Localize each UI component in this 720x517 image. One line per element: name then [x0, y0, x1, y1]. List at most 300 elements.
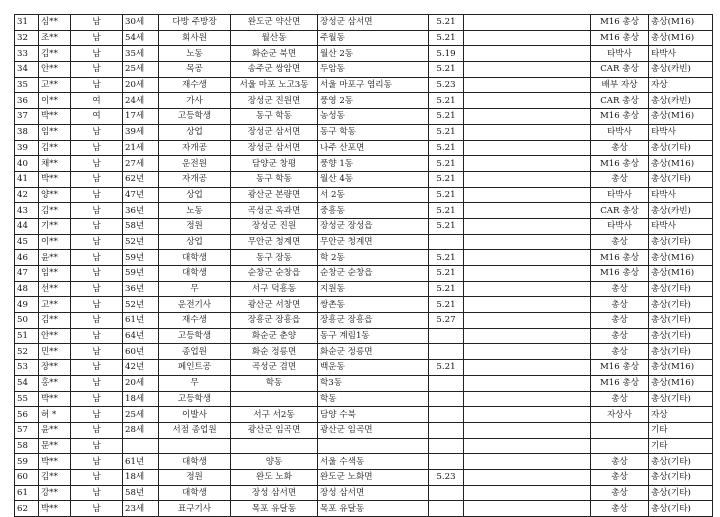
- cell-name: 박**: [39, 501, 71, 517]
- cell-sex: 남: [71, 234, 123, 250]
- cell-job: 서점 종업원: [159, 422, 231, 438]
- table-row: [15, 171, 713, 187]
- cell-place: 농성동: [318, 109, 429, 125]
- cell-sex: 남: [71, 124, 123, 140]
- cell-cause: M16 총상: [591, 30, 649, 46]
- cell-job: 운전기사: [159, 297, 231, 313]
- cell-cause: M16 총상: [591, 156, 649, 172]
- cell-date: [429, 234, 464, 250]
- cell-place: 주월동: [318, 30, 429, 46]
- table-row: [15, 407, 713, 423]
- cell-date: 5.21: [429, 93, 464, 109]
- cell-place: 쌍촌동: [318, 297, 429, 313]
- cell-sex: 남: [71, 454, 123, 470]
- cell-blank: [464, 438, 591, 454]
- cell-sex: 남: [71, 501, 123, 517]
- cell-job: 대학생: [159, 250, 231, 266]
- table-row: [15, 501, 713, 517]
- cell-job: 대학생: [159, 454, 231, 470]
- cell-cause: 총상: [591, 140, 649, 156]
- cell-no: 34: [15, 62, 39, 78]
- cell-blank: [464, 140, 591, 156]
- cell-age: 25세: [123, 407, 159, 423]
- cell-date: 5.21: [429, 281, 464, 297]
- cell-address: 목포 유달동: [231, 501, 318, 517]
- cell-class: 총상(M16): [649, 360, 713, 376]
- cell-blank: [464, 422, 591, 438]
- cell-no: 38: [15, 124, 39, 140]
- cell-blank: [464, 46, 591, 62]
- cell-name: 기**: [39, 218, 71, 234]
- cell-class: 총상(기타): [649, 140, 713, 156]
- cell-age: 64년: [123, 328, 159, 344]
- cell-address: 곡성군 겸면: [231, 360, 318, 376]
- cell-no: 39: [15, 140, 39, 156]
- cell-address: 장흥군 장흥읍: [231, 313, 318, 329]
- cell-place: 지원동: [318, 281, 429, 297]
- cell-address: 동구 학동: [231, 109, 318, 125]
- cell-place: 장성군 삼서면: [318, 15, 429, 31]
- cell-sex: 남: [71, 187, 123, 203]
- cell-class: 총상(M16): [649, 30, 713, 46]
- cell-date: 5.21: [429, 250, 464, 266]
- table-row: [15, 438, 713, 454]
- cell-name: 강**: [39, 485, 71, 501]
- cell-job: 종업원: [159, 344, 231, 360]
- cell-no: 55: [15, 391, 39, 407]
- cell-class: 총상(기타): [649, 171, 713, 187]
- cell-date: 5.21: [429, 140, 464, 156]
- cell-date: 5.21: [429, 266, 464, 282]
- cell-address: [231, 438, 318, 454]
- cell-sex: 남: [71, 62, 123, 78]
- cell-place: 목포 유달동: [318, 501, 429, 517]
- cell-address: 학동: [231, 375, 318, 391]
- cell-name: 박**: [39, 391, 71, 407]
- cell-address: 송주군 쌍암면: [231, 62, 318, 78]
- cell-name: 조**: [39, 30, 71, 46]
- cell-cause: 총상: [591, 391, 649, 407]
- cell-class: 총상(기타): [649, 281, 713, 297]
- cell-cause: M16 총상: [591, 360, 649, 376]
- table-row: [15, 109, 713, 125]
- cell-date: 5.21: [429, 218, 464, 234]
- cell-address: 서울 마포 노고3동: [231, 77, 318, 93]
- cell-date: 5.21: [429, 109, 464, 125]
- cell-job: 가사: [159, 93, 231, 109]
- table-row: [15, 30, 713, 46]
- cell-name: 김**: [39, 140, 71, 156]
- cell-blank: [464, 328, 591, 344]
- cell-blank: [464, 501, 591, 517]
- cell-sex: 남: [71, 281, 123, 297]
- cell-sex: 남: [71, 77, 123, 93]
- cell-no: 45: [15, 234, 39, 250]
- cell-cause: M16 총상: [591, 15, 649, 31]
- cell-job: 재수생: [159, 77, 231, 93]
- cell-cause: 총상: [591, 454, 649, 470]
- cell-no: 59: [15, 454, 39, 470]
- cell-class: 총상(카빈): [649, 93, 713, 109]
- cell-sex: 남: [71, 266, 123, 282]
- table-row: [15, 234, 713, 250]
- cell-date: 5.21: [429, 360, 464, 376]
- cell-blank: [464, 313, 591, 329]
- cell-class: 총상(기타): [649, 391, 713, 407]
- cell-no: 47: [15, 266, 39, 282]
- cell-job: 자개공: [159, 140, 231, 156]
- cell-blank: [464, 124, 591, 140]
- cell-address: 무안군 청계면: [231, 234, 318, 250]
- cell-cause: 총상: [591, 171, 649, 187]
- cell-no: 58: [15, 438, 39, 454]
- cell-age: 59년: [123, 266, 159, 282]
- cell-name: 장**: [39, 360, 71, 376]
- cell-age: 47년: [123, 187, 159, 203]
- cell-class: 총상(기타): [649, 485, 713, 501]
- cell-job: 페인트공: [159, 360, 231, 376]
- cell-age: 59년: [123, 250, 159, 266]
- cell-date: 5.23: [429, 469, 464, 485]
- cell-class: 총상(기타): [649, 501, 713, 517]
- cell-date: [429, 391, 464, 407]
- cell-cause: 타박사: [591, 218, 649, 234]
- cell-place: 학3동: [318, 375, 429, 391]
- table-row: [15, 281, 713, 297]
- table-body: [15, 15, 713, 517]
- cell-blank: [464, 391, 591, 407]
- cell-job: [159, 438, 231, 454]
- cell-date: [429, 344, 464, 360]
- cell-date: 5.21: [429, 203, 464, 219]
- cell-blank: [464, 407, 591, 423]
- cell-class: 총상(M16): [649, 15, 713, 31]
- cell-sex: 남: [71, 15, 123, 31]
- cell-age: 54세: [123, 30, 159, 46]
- table-row: [15, 15, 713, 31]
- cell-place: 두암동: [318, 62, 429, 78]
- cell-sex: 남: [71, 422, 123, 438]
- cell-job: 재수생: [159, 313, 231, 329]
- cell-class: 기타: [649, 438, 713, 454]
- cell-address: 동구 학동: [231, 171, 318, 187]
- cell-place: 광산군 임곡면: [318, 422, 429, 438]
- cell-class: 총상(카빈): [649, 203, 713, 219]
- cell-job: 고등학생: [159, 109, 231, 125]
- cell-class: 총상(M16): [649, 375, 713, 391]
- cell-sex: 남: [71, 171, 123, 187]
- cell-cause: 총상: [591, 344, 649, 360]
- cell-blank: [464, 218, 591, 234]
- cell-address: 완도군 약산면: [231, 15, 318, 31]
- table-row: [15, 375, 713, 391]
- cell-job: 자개공: [159, 171, 231, 187]
- cell-job: 다방 주방장: [159, 15, 231, 31]
- cell-address: 곡성군 옥과면: [231, 203, 318, 219]
- cell-name: 윤**: [39, 250, 71, 266]
- table-row: [15, 218, 713, 234]
- cell-job: 운전원: [159, 156, 231, 172]
- cell-sex: 남: [71, 297, 123, 313]
- cell-age: 61년: [123, 313, 159, 329]
- cell-date: [429, 485, 464, 501]
- cell-age: 21세: [123, 140, 159, 156]
- cell-name: 안**: [39, 62, 71, 78]
- cell-date: [429, 375, 464, 391]
- cell-no: 43: [15, 203, 39, 219]
- cell-cause: M16 총상: [591, 109, 649, 125]
- cell-place: 순창군 순창읍: [318, 266, 429, 282]
- cell-job: 상업: [159, 124, 231, 140]
- cell-date: 5.21: [429, 30, 464, 46]
- cell-place: 장성 삼서면: [318, 485, 429, 501]
- table-row: [15, 187, 713, 203]
- cell-class: 총상(M16): [649, 109, 713, 125]
- cell-age: 35세: [123, 46, 159, 62]
- cell-age: 58년: [123, 218, 159, 234]
- cell-name: 이**: [39, 93, 71, 109]
- cell-address: 완도 노화: [231, 469, 318, 485]
- cell-place: 학 2동: [318, 250, 429, 266]
- table-row: [15, 203, 713, 219]
- cell-age: 52년: [123, 297, 159, 313]
- cell-age: 27세: [123, 156, 159, 172]
- cell-name: 임**: [39, 266, 71, 282]
- cell-job: 표구기사: [159, 501, 231, 517]
- cell-blank: [464, 360, 591, 376]
- cell-no: 54: [15, 375, 39, 391]
- cell-cause: M16 총상: [591, 375, 649, 391]
- cell-no: 50: [15, 313, 39, 329]
- cell-address: 장성군 삼서면: [231, 124, 318, 140]
- cell-blank: [464, 250, 591, 266]
- cell-age: 24세: [123, 93, 159, 109]
- cell-blank: [464, 375, 591, 391]
- record-sheet: [14, 14, 712, 517]
- casualty-table: [14, 14, 713, 517]
- cell-no: 49: [15, 297, 39, 313]
- cell-sex: 남: [71, 156, 123, 172]
- cell-date: 5.23: [429, 77, 464, 93]
- cell-sex: 남: [71, 218, 123, 234]
- cell-no: 32: [15, 30, 39, 46]
- table-row: [15, 328, 713, 344]
- cell-date: 5.21: [429, 15, 464, 31]
- cell-sex: 남: [71, 46, 123, 62]
- cell-job: 상업: [159, 234, 231, 250]
- cell-cause: 총상: [591, 469, 649, 485]
- table-row: [15, 360, 713, 376]
- cell-place: 완도군 노화면: [318, 469, 429, 485]
- cell-class: 타박사: [649, 46, 713, 62]
- cell-blank: [464, 454, 591, 470]
- cell-blank: [464, 93, 591, 109]
- cell-sex: 남: [71, 344, 123, 360]
- cell-address: 장성군 진원: [231, 218, 318, 234]
- cell-cause: CAR 총상: [591, 62, 649, 78]
- cell-blank: [464, 109, 591, 125]
- cell-date: [429, 328, 464, 344]
- cell-name: 윤**: [39, 422, 71, 438]
- cell-sex: 남: [71, 30, 123, 46]
- cell-class: 총상(기타): [649, 328, 713, 344]
- cell-name: 고**: [39, 297, 71, 313]
- cell-cause: CAR 총상: [591, 93, 649, 109]
- cell-blank: [464, 62, 591, 78]
- cell-no: 41: [15, 171, 39, 187]
- cell-sex: 남: [71, 469, 123, 485]
- cell-no: 46: [15, 250, 39, 266]
- cell-place: 풍향 1동: [318, 156, 429, 172]
- cell-place: 풍영 2동: [318, 93, 429, 109]
- cell-no: 57: [15, 422, 39, 438]
- cell-cause: 총상: [591, 234, 649, 250]
- cell-blank: [464, 469, 591, 485]
- cell-sex: 여: [71, 109, 123, 125]
- cell-class: 타박사: [649, 187, 713, 203]
- cell-cause: [591, 422, 649, 438]
- cell-age: 62년: [123, 171, 159, 187]
- cell-date: 5.19: [429, 46, 464, 62]
- cell-sex: 남: [71, 140, 123, 156]
- cell-age: 20세: [123, 77, 159, 93]
- cell-name: 박**: [39, 171, 71, 187]
- cell-cause: 자상사: [591, 407, 649, 423]
- cell-class: 총상(기타): [649, 454, 713, 470]
- cell-class: 총상(M16): [649, 250, 713, 266]
- cell-sex: 남: [71, 407, 123, 423]
- cell-age: 25세: [123, 62, 159, 78]
- cell-cause: M16 총상: [591, 250, 649, 266]
- cell-job: 무: [159, 375, 231, 391]
- cell-date: [429, 422, 464, 438]
- cell-date: 5.21: [429, 187, 464, 203]
- cell-cause: 배부 자상: [591, 77, 649, 93]
- cell-blank: [464, 77, 591, 93]
- cell-no: 51: [15, 328, 39, 344]
- cell-blank: [464, 281, 591, 297]
- cell-age: 36년: [123, 203, 159, 219]
- cell-name: 박**: [39, 454, 71, 470]
- cell-no: 56: [15, 407, 39, 423]
- cell-address: 광산군 본량면: [231, 187, 318, 203]
- cell-address: 동구 장동: [231, 250, 318, 266]
- cell-class: 총상(카빈): [649, 62, 713, 78]
- cell-place: 월산 2동: [318, 46, 429, 62]
- cell-blank: [464, 15, 591, 31]
- cell-blank: [464, 30, 591, 46]
- cell-class: 타박사: [649, 124, 713, 140]
- cell-address: 장성군 삼서면: [231, 140, 318, 156]
- cell-name: 고**: [39, 77, 71, 93]
- cell-job: 노동: [159, 46, 231, 62]
- cell-no: 36: [15, 93, 39, 109]
- cell-job: 정원: [159, 469, 231, 485]
- cell-age: 28세: [123, 422, 159, 438]
- cell-address: 서구 덕흥동: [231, 281, 318, 297]
- cell-place: 서 2동: [318, 187, 429, 203]
- cell-blank: [464, 485, 591, 501]
- cell-place: 월산 4동: [318, 171, 429, 187]
- cell-no: 33: [15, 46, 39, 62]
- cell-date: 5.21: [429, 62, 464, 78]
- cell-name: 선**: [39, 281, 71, 297]
- cell-no: 48: [15, 281, 39, 297]
- cell-cause: CAR 총상: [591, 203, 649, 219]
- cell-no: 62: [15, 501, 39, 517]
- cell-age: 23세: [123, 501, 159, 517]
- cell-job: 정원: [159, 218, 231, 234]
- cell-name: 김**: [39, 313, 71, 329]
- table-row: [15, 454, 713, 470]
- cell-place: 장성군 장성읍: [318, 218, 429, 234]
- table-row: [15, 250, 713, 266]
- cell-place: 학동: [318, 391, 429, 407]
- cell-name: 채**: [39, 156, 71, 172]
- cell-sex: 남: [71, 438, 123, 454]
- cell-date: [429, 407, 464, 423]
- table-row: [15, 391, 713, 407]
- cell-job: 회사원: [159, 30, 231, 46]
- table-row: [15, 422, 713, 438]
- cell-address: 월산동: [231, 30, 318, 46]
- cell-cause: 총상: [591, 328, 649, 344]
- cell-job: 노동: [159, 203, 231, 219]
- cell-sex: 남: [71, 375, 123, 391]
- cell-date: 5.21: [429, 297, 464, 313]
- cell-class: 총상(기타): [649, 234, 713, 250]
- cell-class: 총상(M16): [649, 156, 713, 172]
- cell-class: 총상(기타): [649, 344, 713, 360]
- cell-no: 61: [15, 485, 39, 501]
- cell-age: 36년: [123, 281, 159, 297]
- cell-date: 5.21: [429, 156, 464, 172]
- cell-job: 대학생: [159, 485, 231, 501]
- cell-class: 타박사: [649, 218, 713, 234]
- cell-blank: [464, 234, 591, 250]
- cell-age: 60년: [123, 344, 159, 360]
- cell-class: 총상(기타): [649, 297, 713, 313]
- cell-name: 박**: [39, 109, 71, 125]
- cell-name: 허 *: [39, 407, 71, 423]
- cell-address: 화순군 춘양: [231, 328, 318, 344]
- cell-address: 장성 삼서면: [231, 485, 318, 501]
- cell-age: 17세: [123, 109, 159, 125]
- cell-blank: [464, 266, 591, 282]
- cell-date: 5.27: [429, 313, 464, 329]
- cell-job: 고등학생: [159, 328, 231, 344]
- cell-age: 61년: [123, 454, 159, 470]
- cell-place: 장흥군 장흥읍: [318, 313, 429, 329]
- cell-sex: 남: [71, 485, 123, 501]
- cell-no: 31: [15, 15, 39, 31]
- cell-cause: 타박사: [591, 187, 649, 203]
- cell-age: 30세: [123, 15, 159, 31]
- cell-job: 대학생: [159, 266, 231, 282]
- cell-address: 광산군 임곡면: [231, 422, 318, 438]
- cell-cause: 총상: [591, 313, 649, 329]
- cell-place: 서울 마포구 염리동: [318, 77, 429, 93]
- cell-blank: [464, 156, 591, 172]
- cell-place: [318, 438, 429, 454]
- cell-age: 52년: [123, 234, 159, 250]
- cell-class: 총상(기타): [649, 469, 713, 485]
- table-row: [15, 156, 713, 172]
- cell-place: 백운동: [318, 360, 429, 376]
- cell-no: 35: [15, 77, 39, 93]
- cell-class: 총상(M16): [649, 266, 713, 282]
- cell-address: 순창군 순창읍: [231, 266, 318, 282]
